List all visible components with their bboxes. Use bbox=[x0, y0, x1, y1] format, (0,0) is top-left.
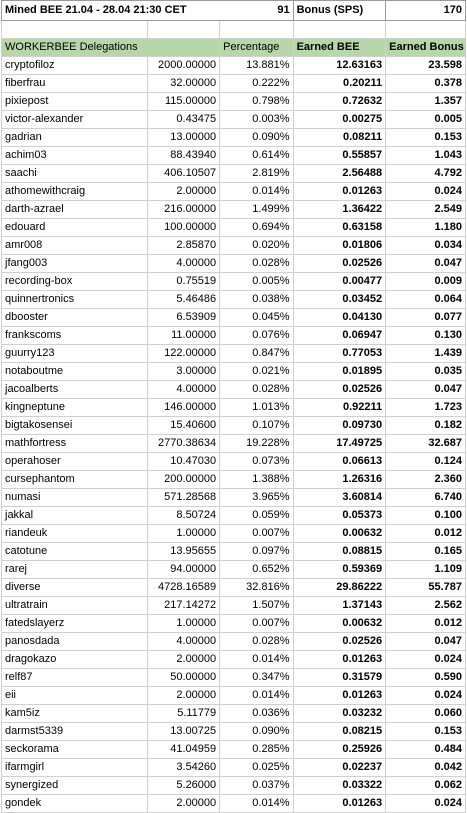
percentage-cell[interactable]: 0.038% bbox=[220, 291, 293, 309]
delegator-name-cell[interactable]: numasi bbox=[2, 489, 148, 507]
earned-bonus-cell[interactable]: 32.687 bbox=[386, 435, 466, 453]
percentage-cell[interactable]: 0.090% bbox=[220, 129, 293, 147]
delegator-name-cell[interactable]: operahoser bbox=[2, 453, 148, 471]
delegated-amount-cell[interactable]: 10.47030 bbox=[147, 453, 219, 471]
delegated-amount-cell[interactable]: 122.00000 bbox=[147, 345, 219, 363]
earned-bonus-cell[interactable]: 0.100 bbox=[386, 507, 466, 525]
earned-bonus-cell[interactable]: 0.378 bbox=[386, 75, 466, 93]
percentage-cell[interactable]: 0.107% bbox=[220, 417, 293, 435]
delegator-name-cell[interactable]: dbooster bbox=[2, 309, 148, 327]
delegator-name-cell[interactable]: darth-azrael bbox=[2, 201, 148, 219]
table-row bbox=[2, 669, 466, 687]
empty-row bbox=[2, 21, 466, 39]
summary-row bbox=[2, 1, 466, 21]
delegator-name-cell[interactable]: frankscoms bbox=[2, 327, 148, 345]
mined-value-cell[interactable]: 91 bbox=[220, 1, 293, 21]
delegator-name-cell[interactable]: ultratrain bbox=[2, 597, 148, 615]
earned-bonus-cell[interactable]: 0.590 bbox=[386, 669, 466, 687]
delegated-amount-cell[interactable]: 571.28568 bbox=[147, 489, 219, 507]
header-earned-bonus[interactable]: Earned Bonus bbox=[386, 39, 466, 57]
percentage-cell[interactable]: 0.045% bbox=[220, 309, 293, 327]
earned-bee-cell[interactable]: 0.77053 bbox=[293, 345, 386, 363]
percentage-cell[interactable]: 2.819% bbox=[220, 165, 293, 183]
table-row bbox=[2, 651, 466, 669]
percentage-cell[interactable]: 0.037% bbox=[220, 777, 293, 795]
delegated-amount-cell[interactable]: 2.85870 bbox=[147, 237, 219, 255]
earned-bee-cell[interactable]: 0.06613 bbox=[293, 453, 386, 471]
delegated-amount-cell[interactable]: 5.46486 bbox=[147, 291, 219, 309]
earned-bonus-cell[interactable]: 0.034 bbox=[386, 237, 466, 255]
percentage-cell[interactable]: 0.020% bbox=[220, 237, 293, 255]
delegated-amount-cell[interactable]: 200.00000 bbox=[147, 471, 219, 489]
delegated-amount-cell[interactable]: 217.14272 bbox=[147, 597, 219, 615]
percentage-cell[interactable]: 0.025% bbox=[220, 759, 293, 777]
earned-bee-cell[interactable]: 0.01895 bbox=[293, 363, 386, 381]
delegated-amount-cell[interactable]: 5.26000 bbox=[147, 777, 219, 795]
earned-bee-cell[interactable]: 0.55857 bbox=[293, 147, 386, 165]
earned-bee-cell[interactable]: 0.59369 bbox=[293, 561, 386, 579]
delegated-amount-cell[interactable]: 1.00000 bbox=[147, 615, 219, 633]
table-row bbox=[2, 345, 466, 363]
earned-bonus-cell[interactable]: 0.165 bbox=[386, 543, 466, 561]
delegated-amount-cell[interactable]: 100.00000 bbox=[147, 219, 219, 237]
earned-bonus-cell[interactable]: 55.787 bbox=[386, 579, 466, 597]
bonus-value-cell[interactable]: 170 bbox=[386, 1, 466, 21]
earned-bonus-cell[interactable]: 0.060 bbox=[386, 705, 466, 723]
delegator-name-cell[interactable]: cursephantom bbox=[2, 471, 148, 489]
table-row bbox=[2, 363, 466, 381]
table-row bbox=[2, 273, 466, 291]
earned-bee-cell[interactable]: 0.05373 bbox=[293, 507, 386, 525]
earned-bee-cell[interactable]: 1.37143 bbox=[293, 597, 386, 615]
delegator-name-cell[interactable]: fiberfrau bbox=[2, 75, 148, 93]
delegated-amount-cell[interactable]: 2770.38634 bbox=[147, 435, 219, 453]
earned-bee-cell[interactable]: 1.26316 bbox=[293, 471, 386, 489]
earned-bonus-cell[interactable]: 23.598 bbox=[386, 57, 466, 75]
delegated-amount-cell[interactable]: 5.11779 bbox=[147, 705, 219, 723]
delegator-name-cell[interactable]: fatedslayerz bbox=[2, 615, 148, 633]
earned-bonus-cell[interactable]: 0.024 bbox=[386, 795, 466, 813]
delegator-name-cell[interactable]: panosdada bbox=[2, 633, 148, 651]
table-row bbox=[2, 489, 466, 507]
delegator-name-cell[interactable]: jakkal bbox=[2, 507, 148, 525]
earned-bonus-cell[interactable]: 1.043 bbox=[386, 147, 466, 165]
table-row bbox=[2, 129, 466, 147]
earned-bee-cell[interactable]: 0.03232 bbox=[293, 705, 386, 723]
percentage-cell[interactable]: 0.059% bbox=[220, 507, 293, 525]
table-row bbox=[2, 237, 466, 255]
percentage-cell[interactable]: 0.014% bbox=[220, 183, 293, 201]
percentage-cell[interactable]: 1.507% bbox=[220, 597, 293, 615]
empty-cell[interactable] bbox=[147, 21, 219, 39]
delegator-name-cell[interactable]: riandeuk bbox=[2, 525, 148, 543]
column-header-row bbox=[2, 39, 466, 57]
delegated-amount-cell[interactable]: 3.54260 bbox=[147, 759, 219, 777]
delegated-amount-cell[interactable]: 1.00000 bbox=[147, 525, 219, 543]
earned-bonus-cell[interactable]: 0.047 bbox=[386, 255, 466, 273]
delegator-name-cell[interactable]: achim03 bbox=[2, 147, 148, 165]
earned-bonus-cell[interactable]: 2.562 bbox=[386, 597, 466, 615]
percentage-cell[interactable]: 0.007% bbox=[220, 525, 293, 543]
earned-bee-cell[interactable]: 0.31579 bbox=[293, 669, 386, 687]
earned-bee-cell[interactable]: 0.02526 bbox=[293, 633, 386, 651]
delegated-amount-cell[interactable]: 4728.16589 bbox=[147, 579, 219, 597]
earned-bee-cell[interactable]: 12.63163 bbox=[293, 57, 386, 75]
empty-cell[interactable] bbox=[293, 21, 386, 39]
percentage-cell[interactable]: 0.007% bbox=[220, 615, 293, 633]
table-row bbox=[2, 93, 466, 111]
earned-bonus-cell[interactable]: 0.024 bbox=[386, 183, 466, 201]
table-row bbox=[2, 471, 466, 489]
delegated-amount-cell[interactable]: 406.10507 bbox=[147, 165, 219, 183]
delegator-name-cell[interactable]: notaboutme bbox=[2, 363, 148, 381]
percentage-cell[interactable]: 0.036% bbox=[220, 705, 293, 723]
earned-bonus-cell[interactable]: 1.180 bbox=[386, 219, 466, 237]
earned-bee-cell[interactable]: 0.01263 bbox=[293, 795, 386, 813]
table-row bbox=[2, 579, 466, 597]
delegated-amount-cell[interactable]: 88.43940 bbox=[147, 147, 219, 165]
earned-bee-cell[interactable]: 0.09730 bbox=[293, 417, 386, 435]
percentage-cell[interactable]: 19.228% bbox=[220, 435, 293, 453]
table-row bbox=[2, 111, 466, 129]
delegated-amount-cell[interactable]: 4.00000 bbox=[147, 255, 219, 273]
earned-bonus-cell[interactable]: 2.549 bbox=[386, 201, 466, 219]
earned-bonus-cell[interactable]: 0.153 bbox=[386, 723, 466, 741]
earned-bee-cell[interactable]: 0.00632 bbox=[293, 525, 386, 543]
percentage-cell[interactable]: 0.097% bbox=[220, 543, 293, 561]
earned-bonus-cell[interactable]: 0.124 bbox=[386, 453, 466, 471]
percentage-cell[interactable]: 3.965% bbox=[220, 489, 293, 507]
earned-bonus-cell[interactable]: 0.153 bbox=[386, 129, 466, 147]
delegated-amount-cell[interactable]: 6.53909 bbox=[147, 309, 219, 327]
delegator-name-cell[interactable]: recording-box bbox=[2, 273, 148, 291]
table-row bbox=[2, 219, 466, 237]
delegated-amount-cell[interactable]: 3.00000 bbox=[147, 363, 219, 381]
percentage-cell[interactable]: 0.014% bbox=[220, 687, 293, 705]
table-row bbox=[2, 543, 466, 561]
earned-bonus-cell[interactable]: 0.009 bbox=[386, 273, 466, 291]
table-row bbox=[2, 741, 466, 759]
earned-bee-cell[interactable]: 1.36422 bbox=[293, 201, 386, 219]
earned-bee-cell[interactable]: 0.01263 bbox=[293, 687, 386, 705]
earned-bonus-cell[interactable]: 0.005 bbox=[386, 111, 466, 129]
earned-bee-cell[interactable]: 0.00477 bbox=[293, 273, 386, 291]
percentage-cell[interactable]: 32.816% bbox=[220, 579, 293, 597]
delegator-name-cell[interactable]: diverse bbox=[2, 579, 148, 597]
percentage-cell[interactable]: 0.614% bbox=[220, 147, 293, 165]
delegated-amount-cell[interactable]: 32.00000 bbox=[147, 75, 219, 93]
table-row bbox=[2, 777, 466, 795]
mined-label-cell[interactable]: Mined BEE 21.04 - 28.04 21:30 CET bbox=[2, 1, 220, 21]
earned-bonus-cell[interactable]: 0.077 bbox=[386, 309, 466, 327]
table-row bbox=[2, 525, 466, 543]
earned-bonus-cell[interactable]: 0.012 bbox=[386, 615, 466, 633]
header-earned-bee[interactable]: Earned BEE bbox=[293, 39, 386, 57]
earned-bonus-cell[interactable]: 0.012 bbox=[386, 525, 466, 543]
delegated-amount-cell[interactable]: 13.00725 bbox=[147, 723, 219, 741]
earned-bonus-cell[interactable]: 0.484 bbox=[386, 741, 466, 759]
delegator-name-cell[interactable]: bigtakosensei bbox=[2, 417, 148, 435]
earned-bee-cell[interactable]: 0.02526 bbox=[293, 255, 386, 273]
delegated-amount-cell[interactable]: 4.00000 bbox=[147, 633, 219, 651]
percentage-cell[interactable]: 0.014% bbox=[220, 795, 293, 813]
percentage-cell[interactable]: 0.028% bbox=[220, 381, 293, 399]
earned-bonus-cell[interactable]: 1.357 bbox=[386, 93, 466, 111]
table-row bbox=[2, 453, 466, 471]
delegated-amount-cell[interactable]: 50.00000 bbox=[147, 669, 219, 687]
delegator-name-cell[interactable]: ifarmgirl bbox=[2, 759, 148, 777]
delegator-name-cell[interactable]: eii bbox=[2, 687, 148, 705]
delegator-name-cell[interactable]: dragokazo bbox=[2, 651, 148, 669]
delegated-amount-cell[interactable]: 2.00000 bbox=[147, 687, 219, 705]
delegator-name-cell[interactable]: kingneptune bbox=[2, 399, 148, 417]
earned-bonus-cell[interactable]: 0.062 bbox=[386, 777, 466, 795]
percentage-cell[interactable]: 0.847% bbox=[220, 345, 293, 363]
earned-bee-cell[interactable]: 0.00275 bbox=[293, 111, 386, 129]
delegated-amount-cell[interactable]: 4.00000 bbox=[147, 381, 219, 399]
delegator-name-cell[interactable]: amr008 bbox=[2, 237, 148, 255]
delegator-name-cell[interactable]: athomewithcraig bbox=[2, 183, 148, 201]
table-row bbox=[2, 561, 466, 579]
earned-bonus-cell[interactable]: 4.792 bbox=[386, 165, 466, 183]
delegated-amount-cell[interactable]: 146.00000 bbox=[147, 399, 219, 417]
percentage-cell[interactable]: 0.285% bbox=[220, 741, 293, 759]
delegated-amount-cell[interactable]: 41.04959 bbox=[147, 741, 219, 759]
delegator-name-cell[interactable]: darmst5339 bbox=[2, 723, 148, 741]
earned-bee-cell[interactable]: 0.08815 bbox=[293, 543, 386, 561]
earned-bee-cell[interactable]: 0.01806 bbox=[293, 237, 386, 255]
bonus-label-cell[interactable]: Bonus (SPS) bbox=[293, 1, 386, 21]
earned-bee-cell[interactable]: 0.06947 bbox=[293, 327, 386, 345]
earned-bonus-cell[interactable]: 1.723 bbox=[386, 399, 466, 417]
delegator-name-cell[interactable]: jfang003 bbox=[2, 255, 148, 273]
table-row bbox=[2, 399, 466, 417]
table-row bbox=[2, 291, 466, 309]
earned-bee-cell[interactable]: 0.01263 bbox=[293, 183, 386, 201]
table-row bbox=[2, 507, 466, 525]
table-row bbox=[2, 705, 466, 723]
empty-cell[interactable] bbox=[220, 21, 293, 39]
delegated-amount-cell[interactable]: 2000.00000 bbox=[147, 57, 219, 75]
earned-bee-cell[interactable]: 3.60814 bbox=[293, 489, 386, 507]
delegator-name-cell[interactable]: gondek bbox=[2, 795, 148, 813]
percentage-cell[interactable]: 0.003% bbox=[220, 111, 293, 129]
table-row bbox=[2, 723, 466, 741]
header-delegations[interactable]: WORKERBEE Delegations bbox=[2, 39, 220, 57]
delegator-name-cell[interactable]: mathfortress bbox=[2, 435, 148, 453]
delegated-amount-cell[interactable]: 94.00000 bbox=[147, 561, 219, 579]
earned-bee-cell[interactable]: 0.00632 bbox=[293, 615, 386, 633]
earned-bee-cell[interactable]: 0.02526 bbox=[293, 381, 386, 399]
percentage-cell[interactable]: 0.652% bbox=[220, 561, 293, 579]
table-row bbox=[2, 597, 466, 615]
table-row bbox=[2, 183, 466, 201]
earned-bee-cell[interactable]: 0.08211 bbox=[293, 129, 386, 147]
earned-bee-cell[interactable]: 0.03322 bbox=[293, 777, 386, 795]
delegated-amount-cell[interactable]: 0.43475 bbox=[147, 111, 219, 129]
delegated-amount-cell[interactable]: 11.00000 bbox=[147, 327, 219, 345]
table-row bbox=[2, 327, 466, 345]
percentage-cell[interactable]: 0.005% bbox=[220, 273, 293, 291]
delegated-amount-cell[interactable]: 2.00000 bbox=[147, 651, 219, 669]
earned-bee-cell[interactable]: 0.02237 bbox=[293, 759, 386, 777]
percentage-cell[interactable]: 0.073% bbox=[220, 453, 293, 471]
delegated-amount-cell[interactable]: 13.95655 bbox=[147, 543, 219, 561]
earned-bee-cell[interactable]: 0.63158 bbox=[293, 219, 386, 237]
table-row bbox=[2, 201, 466, 219]
earned-bee-cell[interactable]: 29.86222 bbox=[293, 579, 386, 597]
earned-bonus-cell[interactable]: 0.047 bbox=[386, 633, 466, 651]
table-row bbox=[2, 687, 466, 705]
table-row bbox=[2, 75, 466, 93]
table-row bbox=[2, 759, 466, 777]
delegated-amount-cell[interactable]: 115.00000 bbox=[147, 93, 219, 111]
delegator-name-cell[interactable]: synergized bbox=[2, 777, 148, 795]
earned-bonus-cell[interactable]: 0.035 bbox=[386, 363, 466, 381]
delegator-name-cell[interactable]: catotune bbox=[2, 543, 148, 561]
percentage-cell[interactable]: 0.090% bbox=[220, 723, 293, 741]
percentage-cell[interactable]: 0.021% bbox=[220, 363, 293, 381]
earned-bonus-cell[interactable]: 6.740 bbox=[386, 489, 466, 507]
table-row bbox=[2, 417, 466, 435]
earned-bee-cell[interactable]: 0.08215 bbox=[293, 723, 386, 741]
delegated-amount-cell[interactable]: 8.50724 bbox=[147, 507, 219, 525]
delegator-name-cell[interactable]: cryptofiloz bbox=[2, 57, 148, 75]
percentage-cell[interactable]: 0.028% bbox=[220, 255, 293, 273]
earned-bonus-cell[interactable]: 0.182 bbox=[386, 417, 466, 435]
earned-bonus-cell[interactable]: 0.130 bbox=[386, 327, 466, 345]
earned-bee-cell[interactable]: 0.20211 bbox=[293, 75, 386, 93]
percentage-cell[interactable]: 1.013% bbox=[220, 399, 293, 417]
delegator-name-cell[interactable]: jacoalberts bbox=[2, 381, 148, 399]
earned-bonus-cell[interactable]: 0.047 bbox=[386, 381, 466, 399]
empty-cell[interactable] bbox=[2, 21, 148, 39]
delegated-amount-cell[interactable]: 0.75519 bbox=[147, 273, 219, 291]
percentage-cell[interactable]: 0.028% bbox=[220, 633, 293, 651]
empty-cell[interactable] bbox=[386, 21, 466, 39]
earned-bonus-cell[interactable]: 1.109 bbox=[386, 561, 466, 579]
delegations-spreadsheet bbox=[1, 0, 466, 813]
earned-bee-cell[interactable]: 0.25926 bbox=[293, 741, 386, 759]
earned-bonus-cell[interactable]: 0.024 bbox=[386, 687, 466, 705]
delegated-amount-cell[interactable]: 13.00000 bbox=[147, 129, 219, 147]
earned-bee-cell[interactable]: 0.72632 bbox=[293, 93, 386, 111]
table-row bbox=[2, 57, 466, 75]
delegator-name-cell[interactable]: quinnertronics bbox=[2, 291, 148, 309]
table-row bbox=[2, 255, 466, 273]
delegator-name-cell[interactable]: kam5iz bbox=[2, 705, 148, 723]
earned-bonus-cell[interactable]: 1.439 bbox=[386, 345, 466, 363]
earned-bonus-cell[interactable]: 0.064 bbox=[386, 291, 466, 309]
earned-bee-cell[interactable]: 0.01263 bbox=[293, 651, 386, 669]
delegator-name-cell[interactable]: rarej bbox=[2, 561, 148, 579]
percentage-cell[interactable]: 1.499% bbox=[220, 201, 293, 219]
earned-bee-cell[interactable]: 17.49725 bbox=[293, 435, 386, 453]
percentage-cell[interactable]: 0.694% bbox=[220, 219, 293, 237]
table-row bbox=[2, 435, 466, 453]
delegated-amount-cell[interactable]: 216.00000 bbox=[147, 201, 219, 219]
percentage-cell[interactable]: 0.347% bbox=[220, 669, 293, 687]
delegated-amount-cell[interactable]: 2.00000 bbox=[147, 183, 219, 201]
delegator-name-cell[interactable]: gadrian bbox=[2, 129, 148, 147]
earned-bonus-cell[interactable]: 2.360 bbox=[386, 471, 466, 489]
delegator-name-cell[interactable]: saachi bbox=[2, 165, 148, 183]
table-row bbox=[2, 795, 466, 813]
percentage-cell[interactable]: 0.014% bbox=[220, 651, 293, 669]
earned-bonus-cell[interactable]: 0.042 bbox=[386, 759, 466, 777]
percentage-cell[interactable]: 1.388% bbox=[220, 471, 293, 489]
earned-bee-cell[interactable]: 2.56488 bbox=[293, 165, 386, 183]
earned-bee-cell[interactable]: 0.03452 bbox=[293, 291, 386, 309]
table-row bbox=[2, 309, 466, 327]
table-row bbox=[2, 615, 466, 633]
delegator-name-cell[interactable]: victor-alexander bbox=[2, 111, 148, 129]
percentage-cell[interactable]: 0.222% bbox=[220, 75, 293, 93]
table-row bbox=[2, 165, 466, 183]
delegator-name-cell[interactable]: seckorama bbox=[2, 741, 148, 759]
earned-bee-cell[interactable]: 0.92211 bbox=[293, 399, 386, 417]
table-row bbox=[2, 381, 466, 399]
delegator-name-cell[interactable]: relf87 bbox=[2, 669, 148, 687]
delegator-name-cell[interactable]: guurry123 bbox=[2, 345, 148, 363]
delegated-amount-cell[interactable]: 2.00000 bbox=[147, 795, 219, 813]
delegator-name-cell[interactable]: edouard bbox=[2, 219, 148, 237]
delegated-amount-cell[interactable]: 15.40600 bbox=[147, 417, 219, 435]
table-row bbox=[2, 147, 466, 165]
delegator-name-cell[interactable]: pixiepost bbox=[2, 93, 148, 111]
percentage-cell[interactable]: 0.798% bbox=[220, 93, 293, 111]
table-row bbox=[2, 633, 466, 651]
earned-bonus-cell[interactable]: 0.024 bbox=[386, 651, 466, 669]
percentage-cell[interactable]: 13.881% bbox=[220, 57, 293, 75]
header-percentage[interactable]: Percentage bbox=[220, 39, 293, 57]
percentage-cell[interactable]: 0.076% bbox=[220, 327, 293, 345]
earned-bee-cell[interactable]: 0.04130 bbox=[293, 309, 386, 327]
